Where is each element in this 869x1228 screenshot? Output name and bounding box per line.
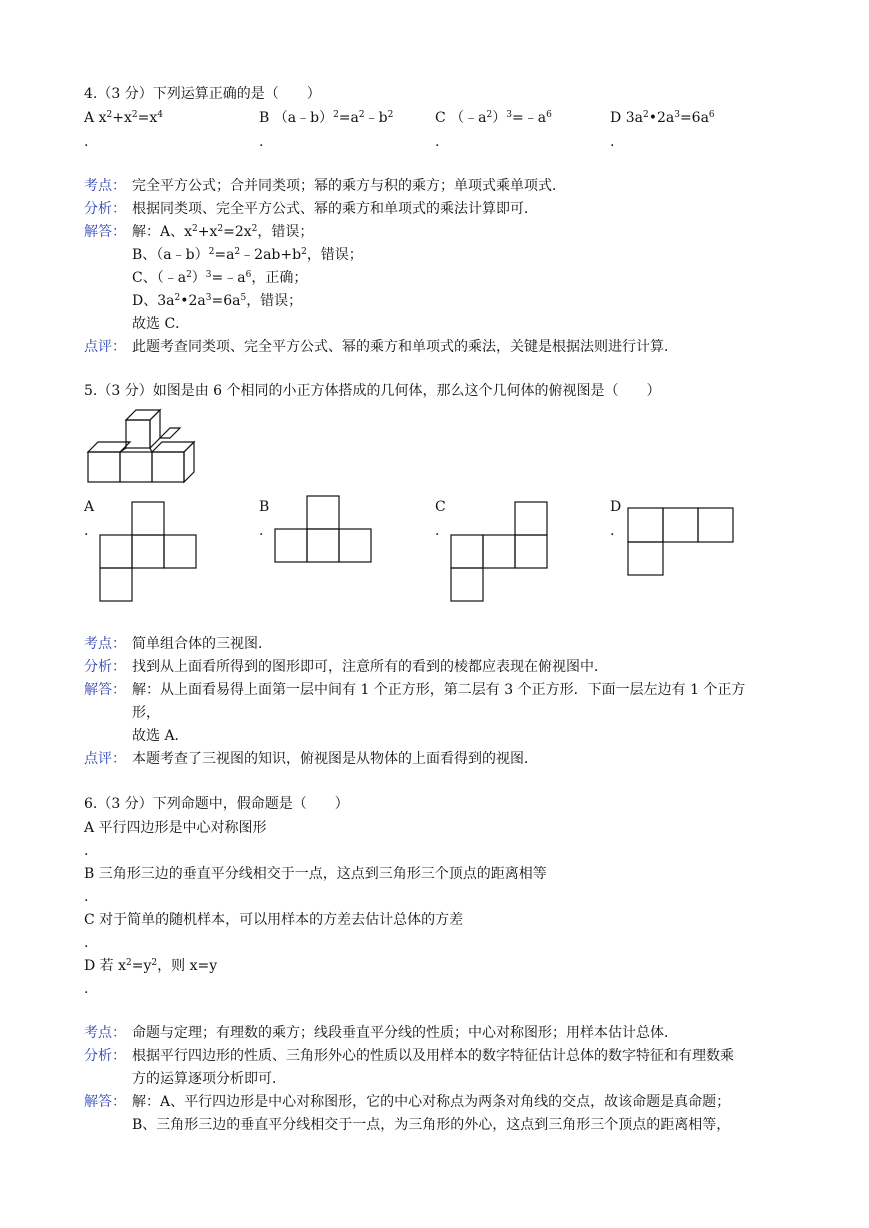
- q6-jieda-label: 解答：: [84, 1094, 126, 1110]
- q5-kaodian: 简单组合体的三视图．: [132, 636, 272, 652]
- q4-option-d: D $3a^2•2a^3=6a^6$: [610, 110, 715, 126]
- q5-option-a-label: A: [84, 499, 95, 515]
- q6-kaodian-label: 考点：: [84, 1025, 126, 1041]
- q5-option-b-figure: [275, 496, 375, 564]
- q4-dot-a: .: [84, 134, 89, 150]
- q6-option-c: C 对于简单的随机样本，可以用样本的方差去估计总体的方差: [84, 912, 464, 928]
- q6-dot-d: .: [84, 981, 89, 997]
- q4-jieda-label: 解答：: [84, 224, 126, 240]
- q5-dot-c: .: [435, 523, 440, 539]
- q4-dot-d: .: [610, 134, 615, 150]
- q5-jieda-line-1: 解：从上面看易得上面第一层中间有 1 个正方形，第二层有 3 个正方形．下面一层左边有 1 个正方: [132, 682, 746, 698]
- q5-dianping-label: 点评：: [84, 751, 126, 767]
- q5-dot-d: .: [610, 523, 615, 539]
- q5-stem: 5.（3 分）如图是由 6 个相同的小正方体搭成的几何体，那么这个几何体的俯视图是（ ）: [84, 383, 661, 399]
- q5-fenxi: 找到从上面看所得到的图形即可，注意所有的看到的棱都应表现在俯视图中．: [132, 659, 608, 675]
- q4-fenxi: 根据同类项、完全平方公式、幂的乘方和单项式的乘法计算即可．: [132, 201, 538, 217]
- q5-option-d-figure: [628, 508, 734, 576]
- q5-jieda-label: 解答：: [84, 682, 126, 698]
- q6-option-b: B 三角形三边的垂直平分线相交于一点，这点到三角形三个顶点的距离相等: [84, 866, 547, 882]
- q6-dot-b: .: [84, 889, 89, 905]
- q5-cube-figure: [84, 408, 196, 490]
- q6-dot-c: .: [84, 935, 89, 951]
- q4-fenxi-label: 分析：: [84, 201, 126, 217]
- q4-kaodian: 完全平方公式；合并同类项；幂的乘方与积的乘方；单项式乘单项式．: [132, 178, 566, 194]
- q6-fenxi-line-2: 方的运算逐项分析即可．: [132, 1071, 286, 1087]
- q4-option-c: C $(﹣a^2)^3=﹣a^6$: [435, 110, 552, 126]
- q4-option-a: A $x^2+x^2=x^4$: [84, 110, 163, 126]
- q5-dot-b: .: [259, 523, 264, 539]
- q5-dot-a: .: [84, 523, 89, 539]
- q6-option-d: D 若 $x^2=y^2$，则 x=y: [84, 958, 218, 974]
- q6-option-a: A 平行四边形是中心对称图形: [84, 820, 267, 836]
- q4-jieda-line-1: 解：A、$x^2+x^2=2x^2$，错误；: [132, 224, 314, 240]
- q4-jieda-line-2: B、$(a﹣b)^2=a^2﹣2ab+b^2$，错误；: [132, 247, 363, 263]
- q4-dot-b: .: [259, 134, 264, 150]
- q6-stem: 6.（3 分）下列命题中，假命题是（ ）: [84, 796, 349, 812]
- q4-stem: 4.（3 分）下列运算正确的是（ ）: [84, 86, 321, 102]
- q5-jieda-line-3: 故选 A．: [132, 728, 189, 744]
- q5-option-a-figure: [100, 502, 200, 602]
- q4-option-b: B $(a﹣b)^2=a^2﹣b^2$: [259, 110, 394, 126]
- q6-fenxi-line-1: 根据平行四边形的性质、三角形外心的性质以及用样本的数字特征估计总体的数字特征和有理数乘: [132, 1048, 734, 1064]
- q6-jieda-line-1: 解：A、平行四边形是中心对称图形，它的中心对称点为两条对角线的交点，故该命题是真命题；: [132, 1094, 731, 1110]
- q4-jieda-line-5: 故选 C．: [132, 316, 190, 332]
- q4-kaodian-label: 考点：: [84, 178, 126, 194]
- q4-dianping-label: 点评：: [84, 339, 126, 355]
- q4-dianping: 此题考查同类项、完全平方公式、幂的乘方和单项式的乘法，关键是根据法则进行计算．: [132, 339, 678, 355]
- q5-dianping: 本题考查了三视图的知识，俯视图是从物体的上面看得到的视图．: [132, 751, 538, 767]
- q5-kaodian-label: 考点：: [84, 636, 126, 652]
- q5-option-d-label: D: [610, 499, 622, 515]
- q4-dot-c: .: [435, 134, 440, 150]
- q4-jieda-line-3: C、$(﹣a^2)^3=﹣a^6$，正确；: [132, 270, 308, 286]
- q6-fenxi-label: 分析：: [84, 1048, 126, 1064]
- q5-option-c-label: C: [435, 499, 446, 515]
- q5-jieda-line-2: 形，: [132, 705, 160, 721]
- q5-option-c-figure: [451, 502, 551, 602]
- q6-dot-a: .: [84, 843, 89, 859]
- q4-jieda-line-4: D、$3a^2•2a^3=6a^5$，错误；: [132, 293, 303, 309]
- q6-jieda-line-2: B、三角形三边的垂直平分线相交于一点，为三角形的外心，这点到三角形三个顶点的距离相等，: [132, 1117, 731, 1133]
- q5-fenxi-label: 分析：: [84, 659, 126, 675]
- q6-kaodian: 命题与定理；有理数的乘方；线段垂直平分线的性质；中心对称图形；用样本估计总体．: [132, 1025, 678, 1041]
- q5-option-b-label: B: [259, 499, 270, 515]
